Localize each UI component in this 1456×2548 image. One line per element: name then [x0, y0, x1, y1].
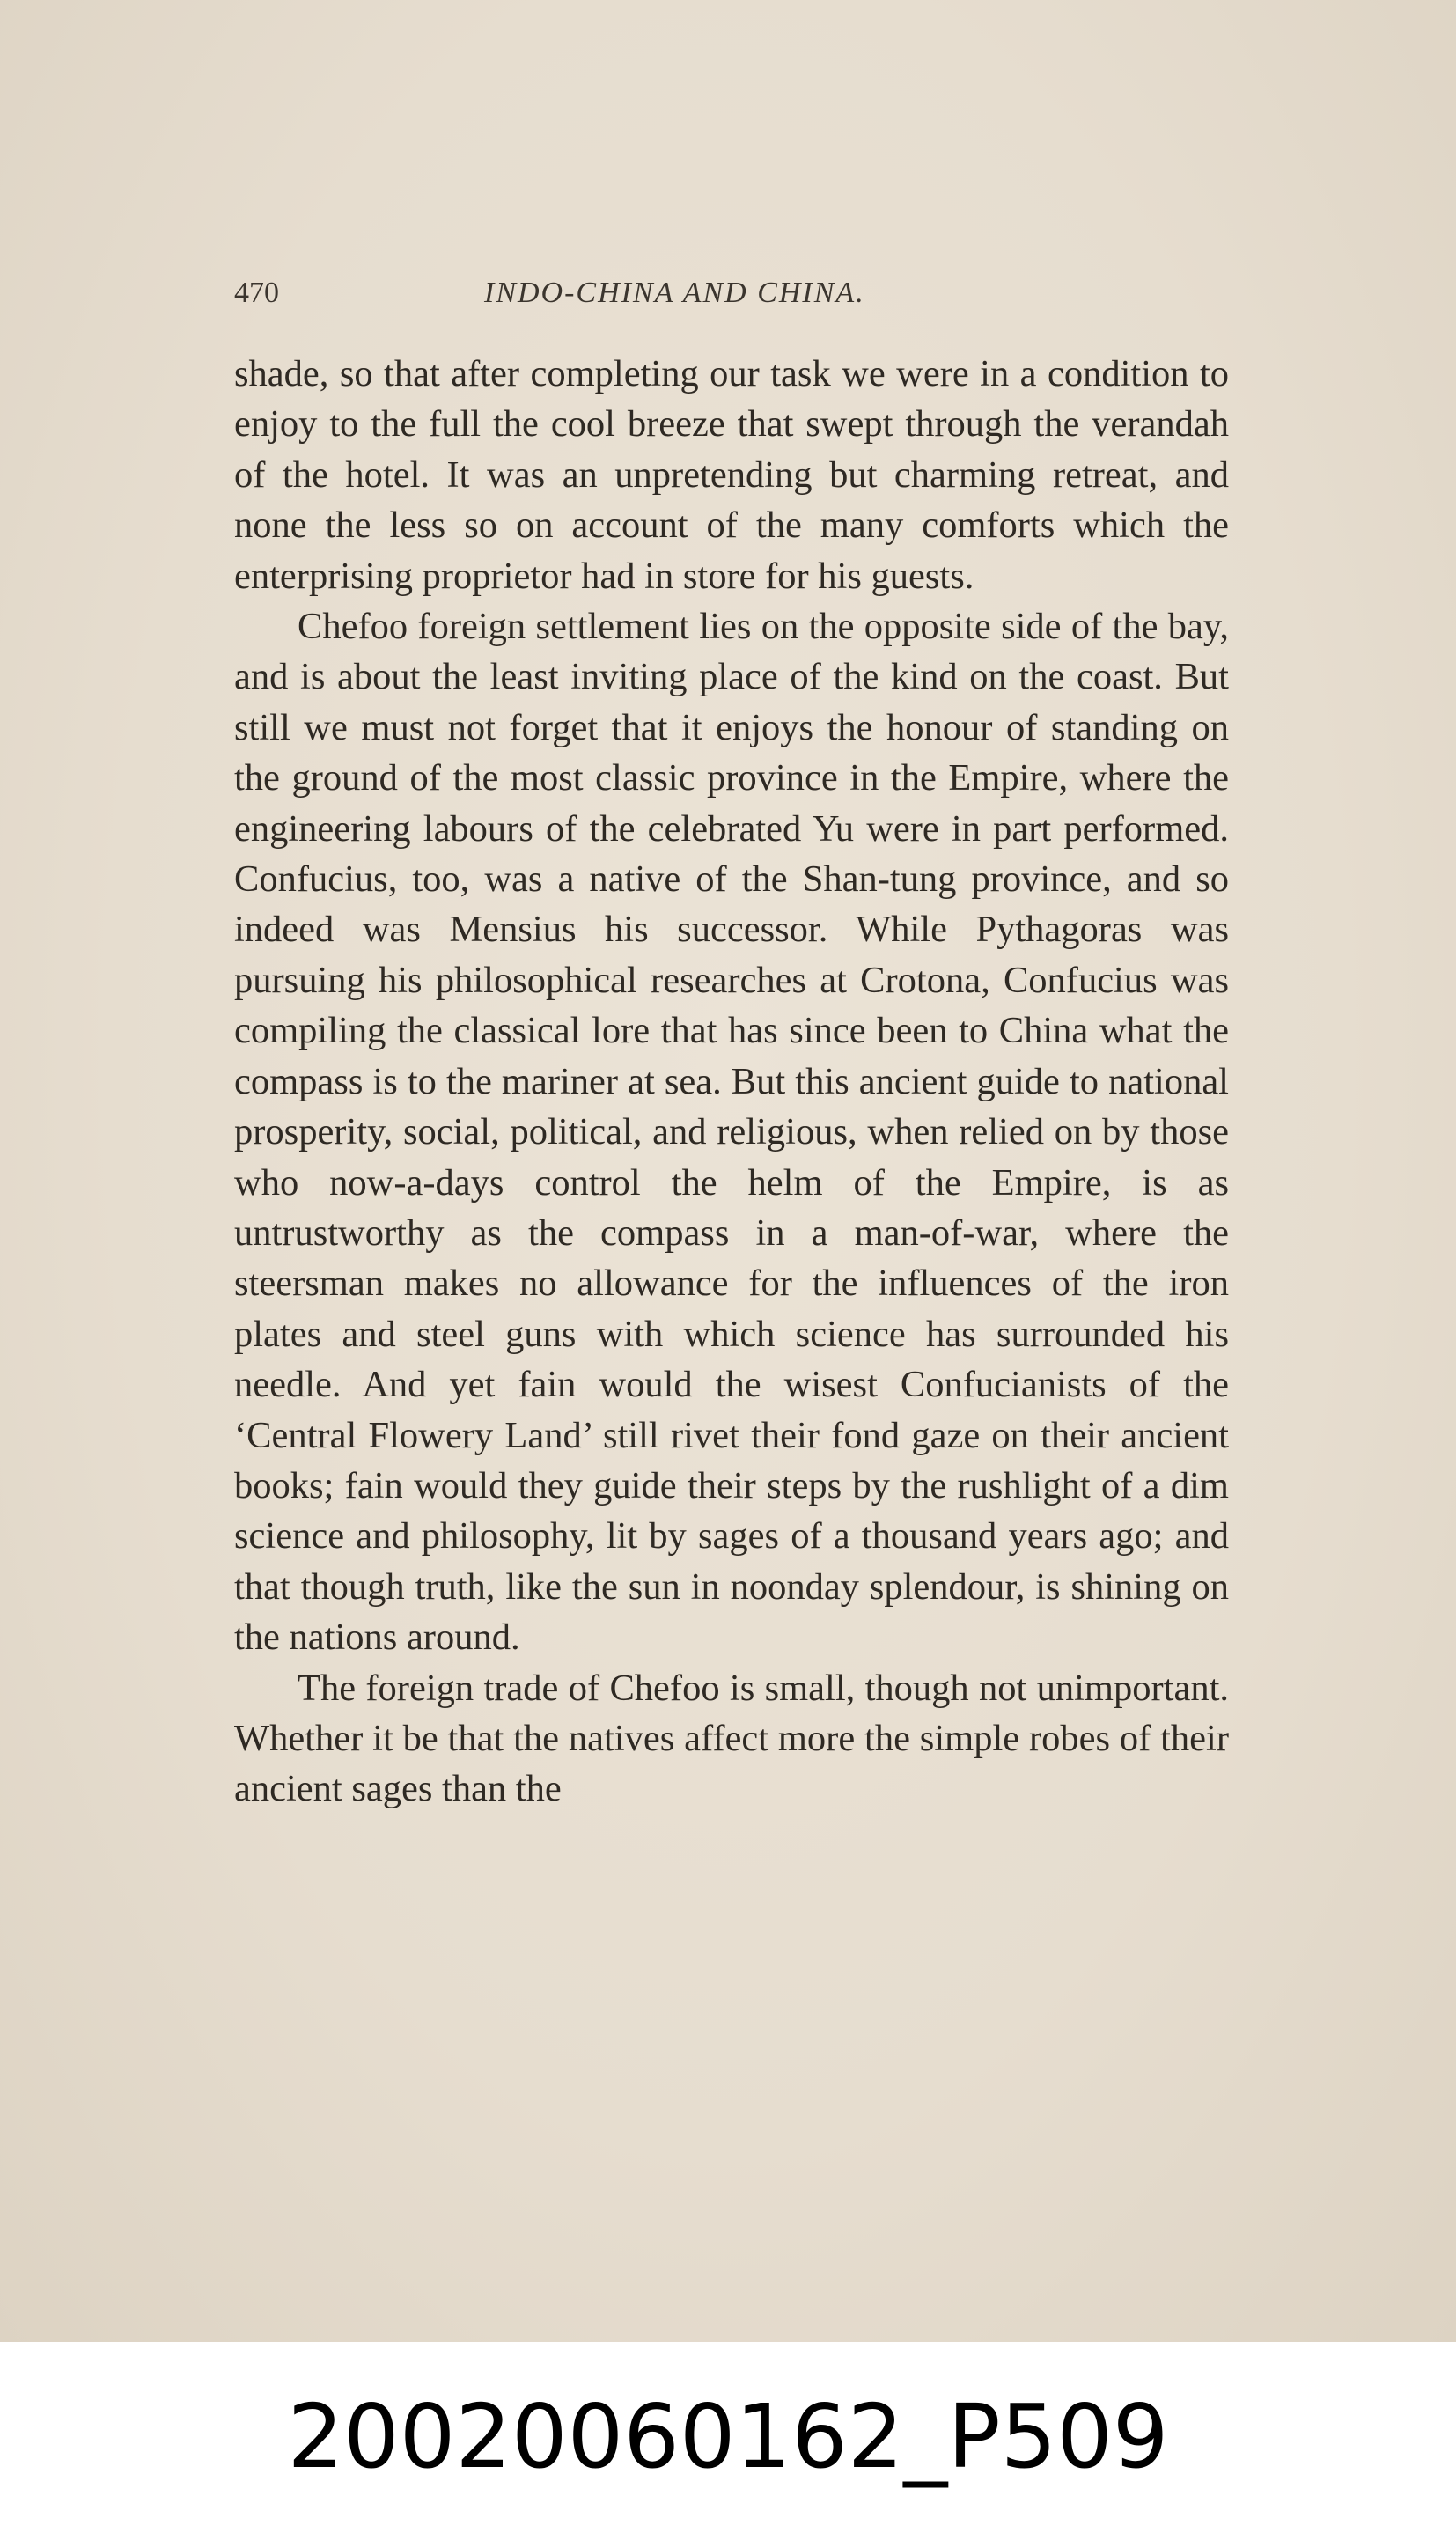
- running-title: INDO-CHINA AND CHINA.: [484, 276, 865, 309]
- paragraph-foreign-trade: The foreign trade of Chefoo is small, though not unimportant. Whether it be that the natives affect more the simple robes of their ancient sages than the: [234, 1667, 1229, 1810]
- page-header: [234, 276, 1229, 312]
- image-identifier-caption: 20020060162_P509: [287, 2385, 1169, 2488]
- paragraph-chefoo-settlement: Chefoo foreign settlement lies on the opposite side of the bay, and is about the least inviting place of the kind on the coast. But still we must not forget that it enjoys the honour of standing on the ground of the most classic province in the Empire, where the engineering labours of the celebrated Yu were in part performed. Confucius, too, was a native of the Shan-tung province, and so indeed was Mensius his successor. While Pythagoras was pursuing his philosophical researches at Crotona, Confucius was compiling the classical lore that has since been to China what the compass is to the mariner at sea. But this ancient guide to national prosperity, social, political, and religious, when relied on by those who now-a-days control the helm of the Empire, is as untrustworthy as the compass in a man-of-war, where the steersman makes no allowance for the influences of the iron plates and steel guns with which science has surrounded his needle. And yet fain would the wisest Confucianists of the ‘Central Flowery Land’ still rivet their fond gaze on their ancient books; fain would they guide their steps by the rushlight of a dim science and philosophy, lit by sages of a thousand years ago; and that though truth, like the sun in noonday splendour, is shining on the nations around.: [234, 606, 1229, 1659]
- page-number: 470: [234, 276, 279, 309]
- paragraph-continued: shade, so that after completing our task we were in a condition to enjoy to the full the cool breeze that swept through the verandah of the hotel. It was an unpretending but charming retreat, and none the less so on account of the many comforts which the enterprising proprietor had in store for his guests.: [234, 353, 1229, 597]
- body-text: [234, 349, 1229, 1815]
